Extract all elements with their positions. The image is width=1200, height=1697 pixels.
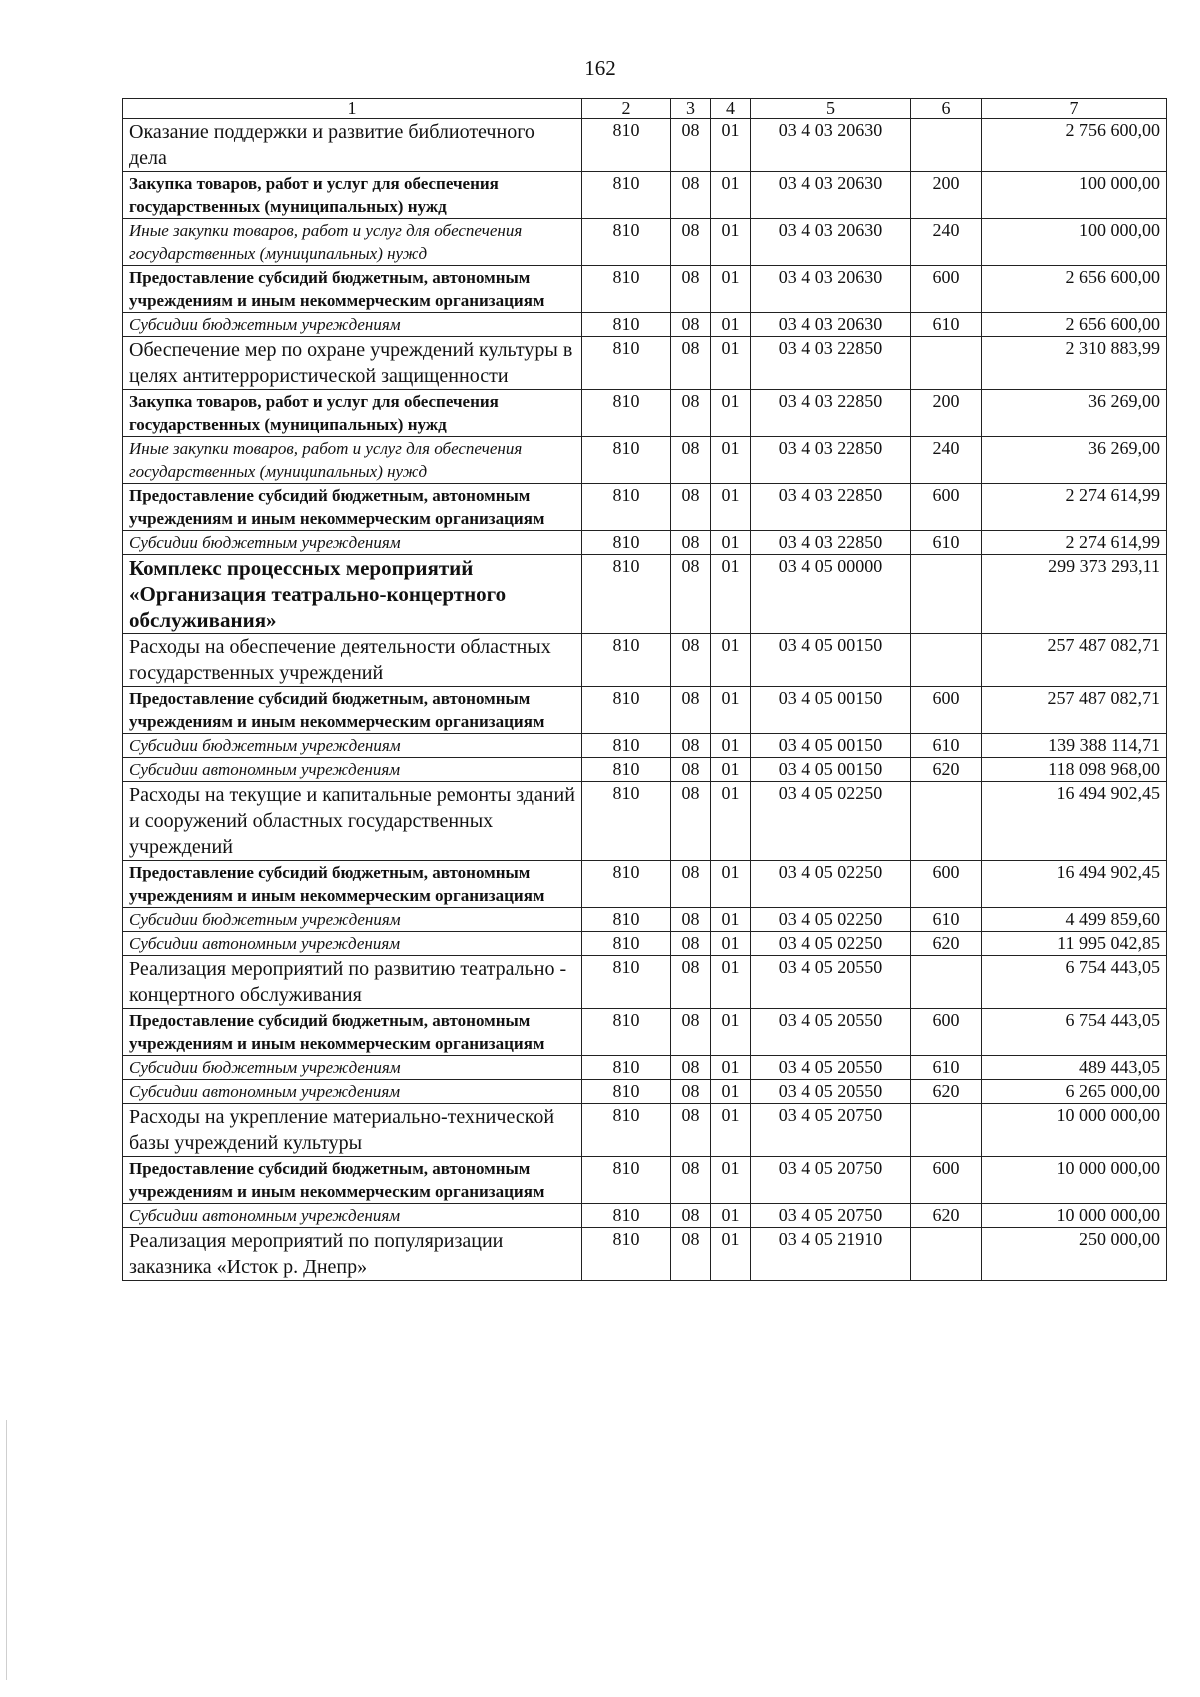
row-subsection-cell: 01: [711, 758, 751, 782]
row-target-article-cell: 03 4 05 02250: [751, 782, 911, 861]
row-expense-type-cell: [911, 555, 982, 634]
row-grbs-cell: 810: [582, 337, 671, 390]
row-name-cell: Предоставление субсидий бюджетным, автономным учреждениям и иным некоммерческим организациям: [123, 266, 582, 313]
row-expense-type-cell: 620: [911, 932, 982, 956]
row-name-cell: Предоставление субсидий бюджетным, автономным учреждениям и иным некоммерческим организациям: [123, 861, 582, 908]
row-subsection-cell: 01: [711, 172, 751, 219]
row-subsection-cell: 01: [711, 1204, 751, 1228]
row-amount-cell: 11 995 042,85: [982, 932, 1167, 956]
row-subsection-cell: 01: [711, 1228, 751, 1281]
row-amount-cell: 118 098 968,00: [982, 758, 1167, 782]
row-name-cell: Субсидии бюджетным учреждениям: [123, 313, 582, 337]
row-subsection-cell: 01: [711, 1056, 751, 1080]
row-target-article-cell: 03 4 05 00000: [751, 555, 911, 634]
row-name-cell: Расходы на укрепление материально-технической базы учреждений культуры: [123, 1104, 582, 1157]
row-name-cell: Иные закупки товаров, работ и услуг для обеспечения государственных (муниципальных) нужд: [123, 219, 582, 266]
row-expense-type-cell: 200: [911, 172, 982, 219]
row-section-cell: 08: [671, 861, 711, 908]
row-amount-cell: 6 754 443,05: [982, 1009, 1167, 1056]
row-name-cell: Оказание поддержки и развитие библиотечного дела: [123, 119, 582, 172]
row-name-cell: Субсидии бюджетным учреждениям: [123, 908, 582, 932]
row-expense-type-cell: [911, 119, 982, 172]
row-section-cell: 08: [671, 758, 711, 782]
row-target-article-cell: 03 4 03 20630: [751, 119, 911, 172]
row-expense-type-cell: 610: [911, 313, 982, 337]
row-name-cell: Предоставление субсидий бюджетным, автономным учреждениям и иным некоммерческим организациям: [123, 1009, 582, 1056]
column-number-header: 6: [911, 99, 982, 119]
row-name-cell: Закупка товаров, работ и услуг для обеспечения государственных (муниципальных) нужд: [123, 390, 582, 437]
row-target-article-cell: 03 4 05 20550: [751, 1056, 911, 1080]
row-amount-cell: 36 269,00: [982, 437, 1167, 484]
row-grbs-cell: 810: [582, 687, 671, 734]
row-name-cell: Субсидии бюджетным учреждениям: [123, 531, 582, 555]
row-expense-type-cell: 600: [911, 1009, 982, 1056]
row-amount-cell: 36 269,00: [982, 390, 1167, 437]
table-row: [123, 1080, 1167, 1104]
row-section-cell: 08: [671, 687, 711, 734]
row-grbs-cell: 810: [582, 172, 671, 219]
row-grbs-cell: 810: [582, 437, 671, 484]
row-target-article-cell: 03 4 05 20750: [751, 1104, 911, 1157]
row-amount-cell: 250 000,00: [982, 1228, 1167, 1281]
row-section-cell: 08: [671, 956, 711, 1009]
row-subsection-cell: 01: [711, 734, 751, 758]
row-target-article-cell: 03 4 05 00150: [751, 734, 911, 758]
row-section-cell: 08: [671, 634, 711, 687]
table-row: [123, 1204, 1167, 1228]
row-grbs-cell: 810: [582, 555, 671, 634]
row-expense-type-cell: [911, 337, 982, 390]
row-section-cell: 08: [671, 437, 711, 484]
row-grbs-cell: 810: [582, 1157, 671, 1204]
row-name-cell: Субсидии автономным учреждениям: [123, 758, 582, 782]
row-subsection-cell: 01: [711, 1104, 751, 1157]
row-expense-type-cell: 620: [911, 1204, 982, 1228]
row-subsection-cell: 01: [711, 266, 751, 313]
row-expense-type-cell: [911, 1228, 982, 1281]
row-grbs-cell: 810: [582, 634, 671, 687]
row-name-cell: Субсидии бюджетным учреждениям: [123, 734, 582, 758]
row-subsection-cell: 01: [711, 1009, 751, 1056]
row-grbs-cell: 810: [582, 484, 671, 531]
row-section-cell: 08: [671, 908, 711, 932]
row-target-article-cell: 03 4 05 02250: [751, 932, 911, 956]
table-row: [123, 687, 1167, 734]
row-grbs-cell: 810: [582, 1228, 671, 1281]
row-amount-cell: 257 487 082,71: [982, 634, 1167, 687]
row-grbs-cell: 810: [582, 390, 671, 437]
row-subsection-cell: 01: [711, 932, 751, 956]
row-target-article-cell: 03 4 05 20550: [751, 956, 911, 1009]
table-row: [123, 782, 1167, 861]
table-row: [123, 956, 1167, 1009]
row-name-cell: Субсидии автономным учреждениям: [123, 1080, 582, 1104]
column-number-header: 4: [711, 99, 751, 119]
row-expense-type-cell: 600: [911, 1157, 982, 1204]
row-grbs-cell: 810: [582, 908, 671, 932]
row-subsection-cell: 01: [711, 437, 751, 484]
row-expense-type-cell: [911, 634, 982, 687]
row-grbs-cell: 810: [582, 734, 671, 758]
table-row: [123, 337, 1167, 390]
row-name-cell: Субсидии автономным учреждениям: [123, 1204, 582, 1228]
row-expense-type-cell: 620: [911, 758, 982, 782]
row-target-article-cell: 03 4 05 00150: [751, 687, 911, 734]
row-name-cell: Предоставление субсидий бюджетным, автономным учреждениям и иным некоммерческим организациям: [123, 484, 582, 531]
row-target-article-cell: 03 4 05 20750: [751, 1204, 911, 1228]
table-row: [123, 634, 1167, 687]
row-subsection-cell: 01: [711, 687, 751, 734]
column-number-header: 1: [123, 99, 582, 119]
row-name-cell: Закупка товаров, работ и услуг для обеспечения государственных (муниципальных) нужд: [123, 172, 582, 219]
row-expense-type-cell: 620: [911, 1080, 982, 1104]
table-row: [123, 484, 1167, 531]
row-expense-type-cell: 240: [911, 219, 982, 266]
row-subsection-cell: 01: [711, 219, 751, 266]
row-grbs-cell: 810: [582, 1080, 671, 1104]
row-section-cell: 08: [671, 1104, 711, 1157]
row-grbs-cell: 810: [582, 1204, 671, 1228]
table-row: [123, 313, 1167, 337]
row-expense-type-cell: 610: [911, 531, 982, 555]
column-number-header: 3: [671, 99, 711, 119]
column-number-header: 2: [582, 99, 671, 119]
row-section-cell: 08: [671, 932, 711, 956]
row-expense-type-cell: 600: [911, 687, 982, 734]
row-name-cell: Расходы на обеспечение деятельности областных государственных учреждений: [123, 634, 582, 687]
row-grbs-cell: 810: [582, 758, 671, 782]
row-expense-type-cell: 610: [911, 1056, 982, 1080]
row-amount-cell: 16 494 902,45: [982, 782, 1167, 861]
row-grbs-cell: 810: [582, 932, 671, 956]
table-row: [123, 1157, 1167, 1204]
row-grbs-cell: 810: [582, 1056, 671, 1080]
row-grbs-cell: 810: [582, 1009, 671, 1056]
table-row: [123, 390, 1167, 437]
row-target-article-cell: 03 4 03 20630: [751, 313, 911, 337]
row-section-cell: 08: [671, 1009, 711, 1056]
row-section-cell: 08: [671, 266, 711, 313]
row-amount-cell: 6 754 443,05: [982, 956, 1167, 1009]
row-amount-cell: 10 000 000,00: [982, 1104, 1167, 1157]
row-expense-type-cell: 610: [911, 734, 982, 758]
row-name-cell: Субсидии бюджетным учреждениям: [123, 1056, 582, 1080]
row-name-cell: Иные закупки товаров, работ и услуг для обеспечения государственных (муниципальных) нужд: [123, 437, 582, 484]
row-target-article-cell: 03 4 03 22850: [751, 337, 911, 390]
row-subsection-cell: 01: [711, 634, 751, 687]
row-name-cell: Предоставление субсидий бюджетным, автономным учреждениям и иным некоммерческим организациям: [123, 687, 582, 734]
row-subsection-cell: 01: [711, 956, 751, 1009]
row-amount-cell: 4 499 859,60: [982, 908, 1167, 932]
row-name-cell: Комплекс процессных мероприятий «Организация театрально-концертного обслуживания»: [123, 555, 582, 634]
table-row: [123, 734, 1167, 758]
row-amount-cell: 2 274 614,99: [982, 531, 1167, 555]
row-section-cell: 08: [671, 1204, 711, 1228]
row-subsection-cell: 01: [711, 1157, 751, 1204]
row-target-article-cell: 03 4 03 22850: [751, 531, 911, 555]
row-target-article-cell: 03 4 05 20750: [751, 1157, 911, 1204]
row-grbs-cell: 810: [582, 266, 671, 313]
row-target-article-cell: 03 4 03 22850: [751, 484, 911, 531]
row-target-article-cell: 03 4 03 22850: [751, 390, 911, 437]
row-subsection-cell: 01: [711, 337, 751, 390]
table-row: [123, 758, 1167, 782]
row-target-article-cell: 03 4 05 00150: [751, 758, 911, 782]
column-number-header: 7: [982, 99, 1167, 119]
table-row: [123, 1228, 1167, 1281]
row-subsection-cell: 01: [711, 531, 751, 555]
budget-table-body: [123, 99, 1167, 1281]
row-target-article-cell: 03 4 05 02250: [751, 908, 911, 932]
row-grbs-cell: 810: [582, 313, 671, 337]
row-target-article-cell: 03 4 05 21910: [751, 1228, 911, 1281]
row-name-cell: Обеспечение мер по охране учреждений культуры в целях антитеррористической защищенности: [123, 337, 582, 390]
column-number-header: 5: [751, 99, 911, 119]
row-amount-cell: 2 656 600,00: [982, 313, 1167, 337]
column-number-header-row: [123, 99, 1167, 119]
row-expense-type-cell: 200: [911, 390, 982, 437]
row-grbs-cell: 810: [582, 531, 671, 555]
row-subsection-cell: 01: [711, 390, 751, 437]
row-section-cell: 08: [671, 119, 711, 172]
row-target-article-cell: 03 4 05 02250: [751, 861, 911, 908]
row-amount-cell: 16 494 902,45: [982, 861, 1167, 908]
row-section-cell: 08: [671, 531, 711, 555]
row-amount-cell: 139 388 114,71: [982, 734, 1167, 758]
row-section-cell: 08: [671, 555, 711, 634]
row-target-article-cell: 03 4 05 20550: [751, 1009, 911, 1056]
row-subsection-cell: 01: [711, 484, 751, 531]
row-amount-cell: 10 000 000,00: [982, 1157, 1167, 1204]
row-section-cell: 08: [671, 390, 711, 437]
row-section-cell: 08: [671, 1157, 711, 1204]
row-name-cell: Расходы на текущие и капитальные ремонты зданий и сооружений областных государственных учреждений: [123, 782, 582, 861]
row-expense-type-cell: 600: [911, 861, 982, 908]
row-section-cell: 08: [671, 172, 711, 219]
row-name-cell: Предоставление субсидий бюджетным, автономным учреждениям и иным некоммерческим организациям: [123, 1157, 582, 1204]
table-row: [123, 1104, 1167, 1157]
row-section-cell: 08: [671, 313, 711, 337]
row-amount-cell: 100 000,00: [982, 172, 1167, 219]
row-expense-type-cell: 610: [911, 908, 982, 932]
row-amount-cell: 489 443,05: [982, 1056, 1167, 1080]
row-expense-type-cell: 600: [911, 266, 982, 313]
row-section-cell: 08: [671, 1228, 711, 1281]
row-target-article-cell: 03 4 03 22850: [751, 437, 911, 484]
row-target-article-cell: 03 4 05 20550: [751, 1080, 911, 1104]
table-row: [123, 555, 1167, 634]
row-section-cell: 08: [671, 734, 711, 758]
row-expense-type-cell: 240: [911, 437, 982, 484]
row-subsection-cell: 01: [711, 861, 751, 908]
row-subsection-cell: 01: [711, 908, 751, 932]
row-expense-type-cell: [911, 782, 982, 861]
row-grbs-cell: 810: [582, 219, 671, 266]
row-amount-cell: 10 000 000,00: [982, 1204, 1167, 1228]
table-row: [123, 437, 1167, 484]
row-grbs-cell: 810: [582, 956, 671, 1009]
row-amount-cell: 257 487 082,71: [982, 687, 1167, 734]
row-expense-type-cell: [911, 956, 982, 1009]
page-number: 162: [584, 56, 616, 80]
row-amount-cell: 299 373 293,11: [982, 555, 1167, 634]
row-section-cell: 08: [671, 1080, 711, 1104]
row-name-cell: Реализация мероприятий по развитию театрально - концертного обслуживания: [123, 956, 582, 1009]
table-row: [123, 908, 1167, 932]
row-amount-cell: 2 274 614,99: [982, 484, 1167, 531]
row-section-cell: 08: [671, 219, 711, 266]
row-section-cell: 08: [671, 337, 711, 390]
row-subsection-cell: 01: [711, 313, 751, 337]
row-target-article-cell: 03 4 03 20630: [751, 219, 911, 266]
row-target-article-cell: 03 4 05 00150: [751, 634, 911, 687]
row-grbs-cell: 810: [582, 1104, 671, 1157]
row-subsection-cell: 01: [711, 1080, 751, 1104]
table-row: [123, 172, 1167, 219]
row-expense-type-cell: [911, 1104, 982, 1157]
table-row: [123, 219, 1167, 266]
row-subsection-cell: 01: [711, 782, 751, 861]
row-target-article-cell: 03 4 03 20630: [751, 266, 911, 313]
row-amount-cell: 100 000,00: [982, 219, 1167, 266]
table-row: [123, 1056, 1167, 1080]
table-row: [123, 861, 1167, 908]
row-section-cell: 08: [671, 1056, 711, 1080]
row-name-cell: Субсидии автономным учреждениям: [123, 932, 582, 956]
row-subsection-cell: 01: [711, 119, 751, 172]
table-row: [123, 119, 1167, 172]
row-target-article-cell: 03 4 03 20630: [751, 172, 911, 219]
table-row: [123, 932, 1167, 956]
scan-margin-line: [6, 1420, 7, 1680]
row-amount-cell: 2 656 600,00: [982, 266, 1167, 313]
row-amount-cell: 6 265 000,00: [982, 1080, 1167, 1104]
row-amount-cell: 2 310 883,99: [982, 337, 1167, 390]
row-expense-type-cell: 600: [911, 484, 982, 531]
row-grbs-cell: 810: [582, 861, 671, 908]
table-row: [123, 1009, 1167, 1056]
budget-table: [122, 98, 1167, 1281]
row-section-cell: 08: [671, 782, 711, 861]
row-name-cell: Реализация мероприятий по популяризации заказника «Исток р. Днепр»: [123, 1228, 582, 1281]
row-section-cell: 08: [671, 484, 711, 531]
table-row: [123, 531, 1167, 555]
row-amount-cell: 2 756 600,00: [982, 119, 1167, 172]
row-grbs-cell: 810: [582, 782, 671, 861]
row-grbs-cell: 810: [582, 119, 671, 172]
table-row: [123, 266, 1167, 313]
row-subsection-cell: 01: [711, 555, 751, 634]
